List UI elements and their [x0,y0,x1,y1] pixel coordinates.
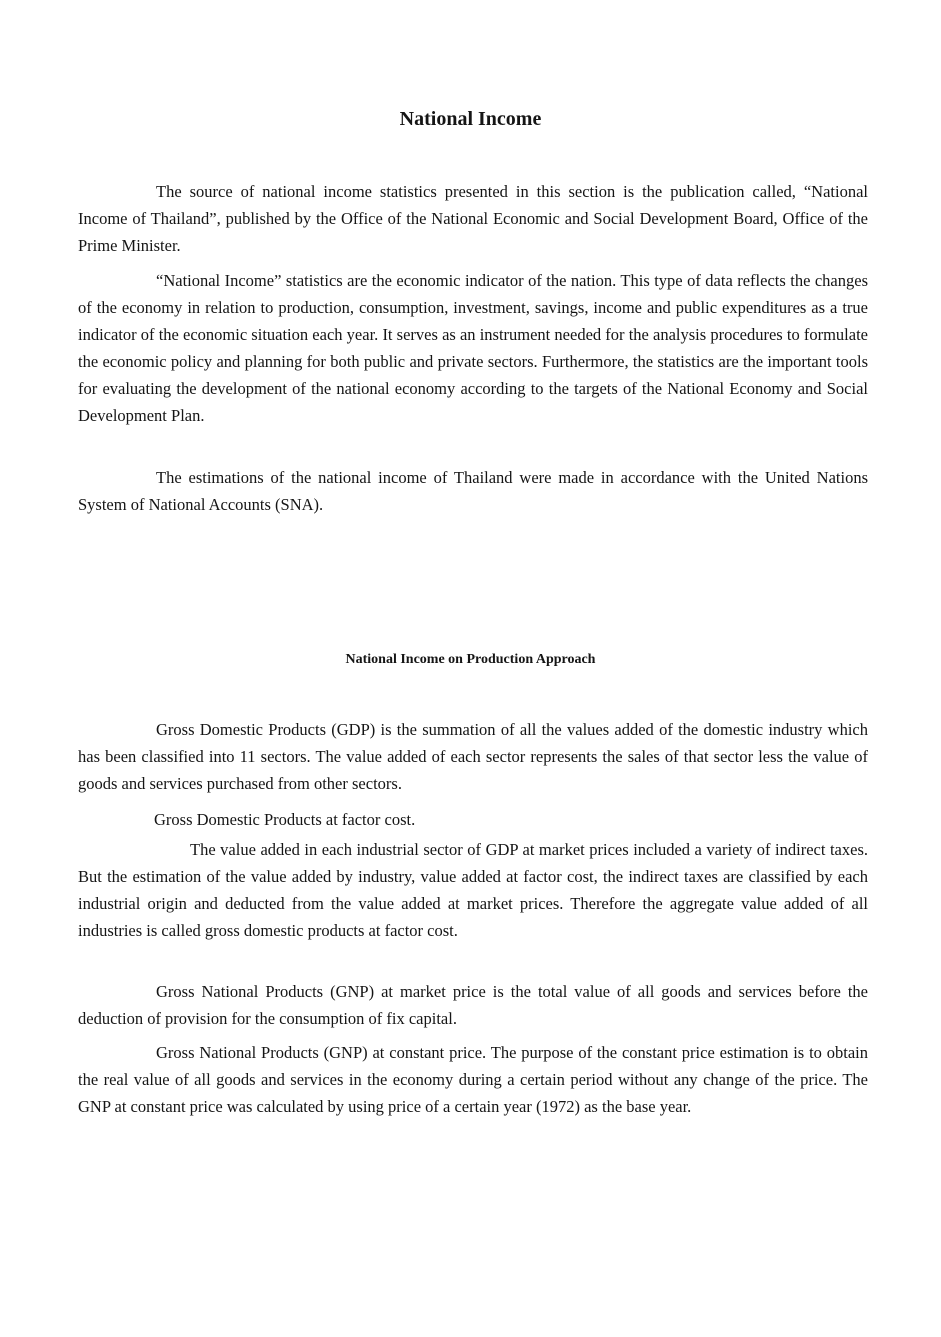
intro-paragraph-sna [78,464,868,518]
gdp-paragraph [78,716,868,797]
section-title: National Income on Production Approach [345,652,596,667]
gnp-market-price-paragraph [78,978,868,1032]
page-title: National Income [399,108,542,130]
paragraph-text: Gross Domestic Products (GDP) is the summation of all the values added of the domestic industry which has been classified into 11 sectors. The value added of each sector represents the sales of that sector less the value of goods and services purchased from other sectors. [78,720,868,793]
gdp-factor-cost-paragraph [78,836,868,944]
paragraph-text: Gross National Products (GNP) at market price is the total value of all goods and services before the deduction of provision for the consumption of fix capital. [78,982,868,1028]
intro-paragraph-indicator [78,267,868,429]
paragraph-text: Gross National Products (GNP) at constant price. The purpose of the constant price estimation is to obtain the real value of all goods and services in the economy during a certain period without any change of the price. The GNP at constant price was calculated by using price of a certain year (1972) as the base year. [78,1043,868,1116]
paragraph-text: The source of national income statistics presented in this section is the publication called, “National Income of Thailand”, published by the Office of the National Economic and Social Development Board, Office of the Prime Minister. [78,182,868,255]
gnp-constant-price-paragraph [78,1039,868,1120]
gdp-factor-cost-heading [78,806,868,833]
paragraph-heading: Gross Domestic Products at factor cost. [154,810,416,829]
paragraph-text: The estimations of the national income of Thailand were made in accordance with the United Nations System of National Accounts (SNA). [78,468,868,514]
paragraph-text: “National Income” statistics are the economic indicator of the nation. This type of data reflects the changes of the economy in relation to production, consumption, investment, savings, income and public expenditures as a true indicator of the economic situation each year. It serves as an instrument needed for the analysis procedures to formulate the economic policy and planning for both public and private sectors. Furthermore, the statistics are the important tools for evaluating the development of the national economy according to the targets of the National Economy and Social Development Plan. [78,271,868,425]
intro-paragraph-source [78,178,868,259]
paragraph-text: The value added in each industrial sector of GDP at market prices included a variety of indirect taxes. But the estimation of the value added by industry, value added at factor cost, the indirect taxes are classified by each industrial origin and deducted from the value added at market prices. Therefore the aggregate value added of all industries is called gross domestic products at factor cost. [78,840,868,940]
